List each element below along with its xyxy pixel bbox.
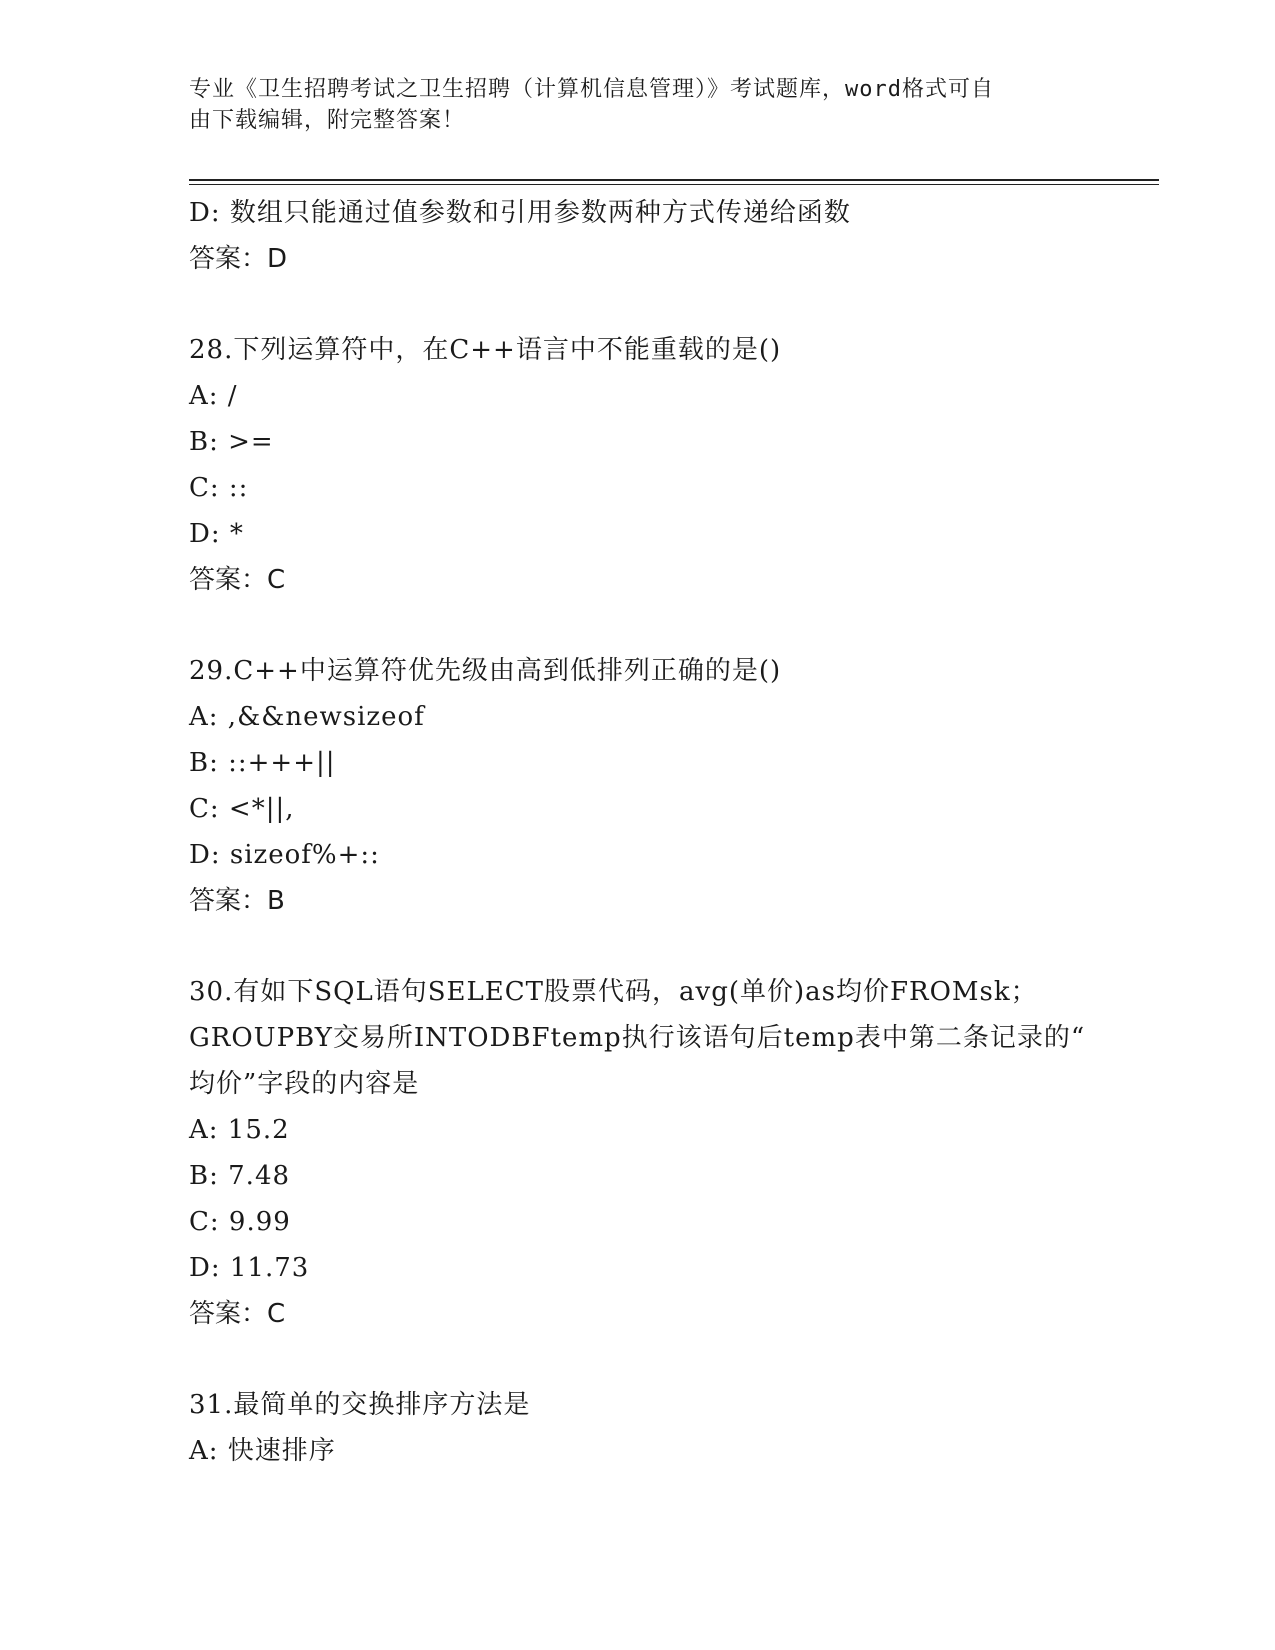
document-header xyxy=(189,74,1069,136)
header-divider-thick xyxy=(189,179,1159,181)
option-b: B: ::+++|| xyxy=(189,748,336,778)
question-stem: 29.C++中运算符优先级由高到低排列正确的是() xyxy=(189,656,782,686)
answer: 答案：C xyxy=(189,565,286,595)
answer: 答案：B xyxy=(189,886,285,916)
question-stem: 28.下列运算符中，在C++语言中不能重载的是() xyxy=(189,335,782,365)
question-stem: 31.最简单的交换排序方法是 xyxy=(189,1390,531,1420)
answer: 答案：C xyxy=(189,1299,286,1329)
spacer xyxy=(189,1337,1089,1382)
option-b: B: 7.48 xyxy=(189,1161,291,1191)
question-stem-line-1: 30.有如下SQL语句SELECT股票代码，avg(单价)as均价FROMsk； xyxy=(189,977,1038,1007)
header-line-1: 专业《卫生招聘考试之卫生招聘（计算机信息管理）》考试题库，word格式可自 xyxy=(189,77,994,102)
question-stem-line-2: GROUPBY交易所INTODBFtemp执行该语句后temp表中第二条记录的“ xyxy=(189,1023,1086,1053)
header-line-2: 由下载编辑，附完整答案！ xyxy=(189,108,466,133)
option-c: C: <*||, xyxy=(189,794,295,824)
option-c: C: 9.99 xyxy=(189,1207,291,1237)
question-stem-line-3: 均价”字段的内容是 xyxy=(189,1069,420,1099)
question-28 xyxy=(189,327,1089,603)
option-c: C: :: xyxy=(189,473,249,503)
header-divider-thin xyxy=(189,184,1159,185)
question-31 xyxy=(189,1382,1089,1474)
option-b: B: >= xyxy=(189,427,274,457)
option-a: A: / xyxy=(189,381,238,411)
question-30 xyxy=(189,969,1089,1337)
option-d: D: 11.73 xyxy=(189,1253,310,1283)
option-a: A: 快速排序 xyxy=(189,1436,336,1466)
spacer xyxy=(189,603,1089,648)
prev-option-d: D: 数组只能通过值参数和引用参数两种方式传递给函数 xyxy=(189,198,851,228)
spacer xyxy=(189,282,1089,327)
option-d: D: sizeof%+:: xyxy=(189,840,380,870)
question-list xyxy=(189,190,1089,1474)
option-a: A: 15.2 xyxy=(189,1115,290,1145)
question-29 xyxy=(189,648,1089,924)
option-d: D: * xyxy=(189,519,244,549)
option-a: A: ,&&newsizeof xyxy=(189,702,425,732)
spacer xyxy=(189,924,1089,969)
prev-answer: 答案：D xyxy=(189,244,288,274)
